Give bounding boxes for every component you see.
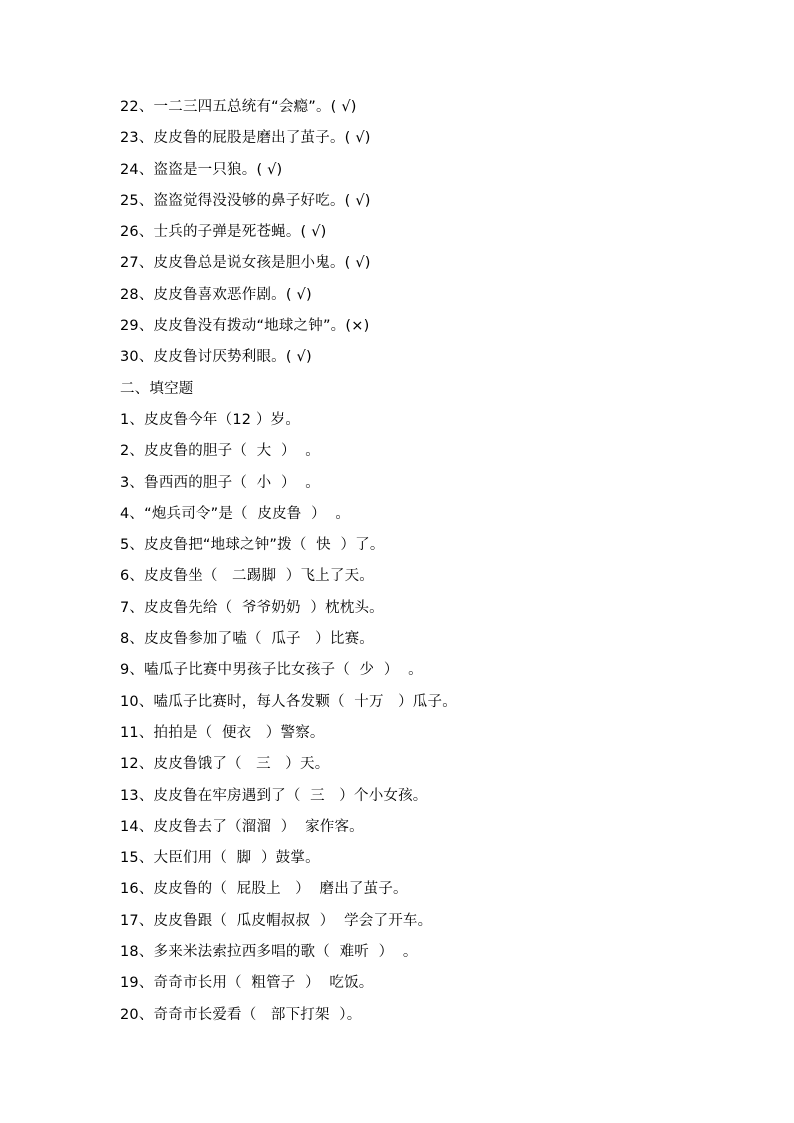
text-line: 20、奇奇市长爱看（ 部下打架 ）。 xyxy=(120,1006,362,1023)
text-line: 4、“炮兵司令”是（ 皮皮鲁 ） 。 xyxy=(120,505,351,522)
text-line: 5、皮皮鲁把“地球之钟”拨（ 快 ）了。 xyxy=(120,537,385,554)
text-line: 18、多来米法索拉西多唱的歌（ 难听 ） 。 xyxy=(120,944,418,961)
text-line: 17、皮皮鲁跟（ 瓜皮帽叔叔 ） 学会了开车。 xyxy=(120,912,433,929)
text-line: 25、盗盗觉得没没够的鼻子好吃。( √) xyxy=(120,192,371,209)
text-line: 16、皮皮鲁的（ 屁股上 ） 磨出了茧子。 xyxy=(120,881,408,898)
text-line: 24、盗盗是一只狼。( √) xyxy=(120,161,283,178)
text-line: 3、鲁西西的胆子（ 小 ） 。 xyxy=(120,474,320,491)
text-line: 9、嗑瓜子比赛中男孩子比女孩子（ 少 ） 。 xyxy=(120,662,423,679)
text-line: 14、皮皮鲁去了（溜溜 ） 家作客。 xyxy=(120,818,364,835)
text-line: 13、皮皮鲁在牢房遇到了（ 三 ）个小女孩。 xyxy=(120,787,428,804)
text-line: 26、士兵的子弹是死苍蝇。( √) xyxy=(120,224,327,241)
document-page xyxy=(120,92,760,1031)
text-line: 12、皮皮鲁饿了（ 三 ）天。 xyxy=(120,756,330,773)
text-line: 27、皮皮鲁总是说女孩是胆小鬼。( √) xyxy=(120,255,371,272)
text-line: 29、皮皮鲁没有拨动“地球之钟”。(×) xyxy=(120,318,370,335)
text-line: 7、皮皮鲁先给（ 爷爷奶奶 ）枕枕头。 xyxy=(120,599,384,616)
text-line: 1、皮皮鲁今年（12 ）岁。 xyxy=(120,411,301,428)
text-line: 10、嗑瓜子比赛时，每人各发颗（ 十万 ）瓜子。 xyxy=(120,693,457,710)
text-line: 6、皮皮鲁坐（ 二踢脚 ）飞上了天。 xyxy=(120,568,374,585)
text-line: 19、奇奇市长用（ 粗管子 ） 吃饭。 xyxy=(120,975,374,992)
text-line: 30、皮皮鲁讨厌势利眼。( √) xyxy=(120,349,312,366)
text-line: 2、皮皮鲁的胆子（ 大 ） 。 xyxy=(120,443,320,460)
section-heading: 二、填空题 xyxy=(120,380,194,397)
text-line: 15、大臣们用（ 脚 ）鼓掌。 xyxy=(120,850,320,867)
text-line: 11、拍拍是（ 便衣 ）警察。 xyxy=(120,724,325,741)
text-line: 23、皮皮鲁的屁股是磨出了茧子。( √) xyxy=(120,130,371,147)
text-line: 8、皮皮鲁参加了嗑（ 瓜子 ）比赛。 xyxy=(120,631,374,648)
text-line: 28、皮皮鲁喜欢恶作剧。( √) xyxy=(120,286,312,303)
text-line: 22、一二三四五总统有“会瘾”。( √) xyxy=(120,99,357,115)
